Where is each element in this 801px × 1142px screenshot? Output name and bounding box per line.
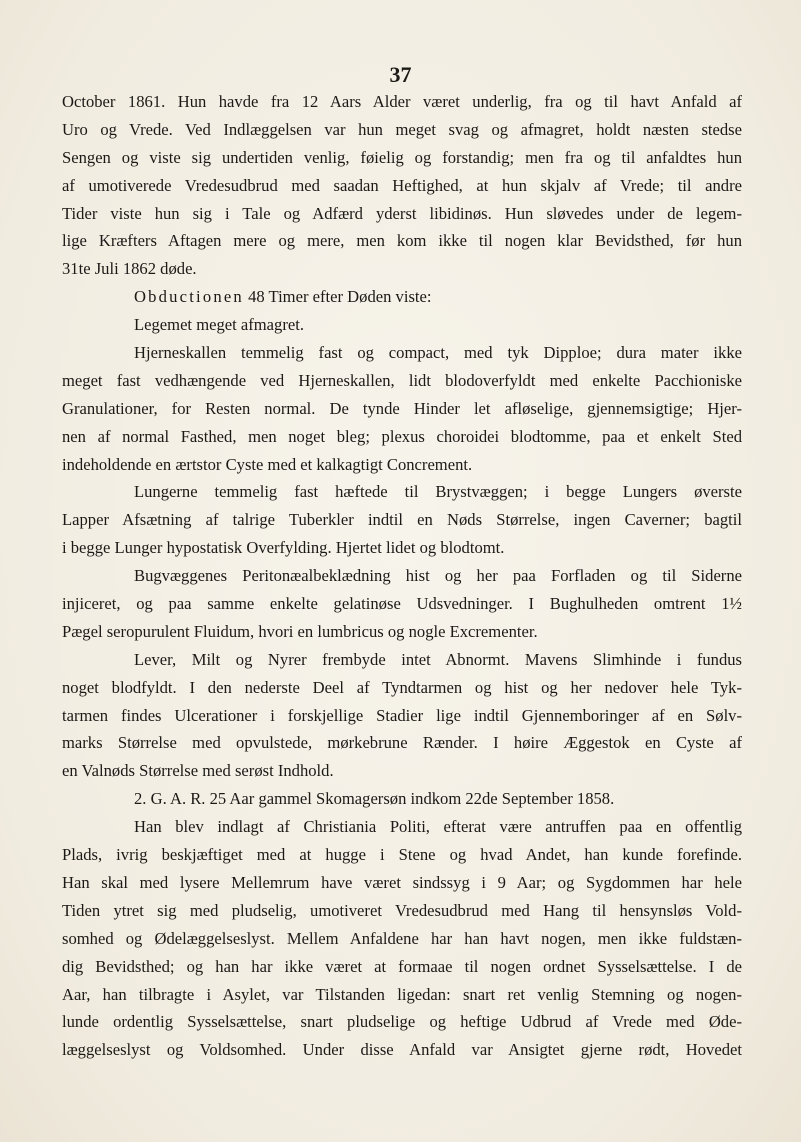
text-line: indeholdende en ærtstor Cyste med et kalkagtigt Concrement. bbox=[62, 454, 473, 474]
text-line: i begge Lunger hypostatisk Overfylding. Hjertet lidet og blodtomt. bbox=[62, 538, 505, 558]
text-line: Bugvæggenes Peritonæalbeklædning hist og her paa Forfladen og til Siderne bbox=[134, 566, 742, 586]
text-line: somhed og Ødelæggelseslyst. Mellem Anfaldene har han havt nogen, men ikke fuldstæn- bbox=[62, 928, 742, 948]
text-line: lige Kræfters Aftagen mere og mere, men kom ikke til nogen klar Bevidsthed, før hun bbox=[62, 231, 742, 251]
text-line: Han blev indlagt af Christiania Politi, efterat være antruffen paa en offentlig bbox=[134, 817, 742, 837]
section-heading: Obductionen bbox=[134, 287, 244, 307]
text-line: marks Størrelse med opvulstede, mørkebrune Rænder. I høire Æggestok en Cyste af bbox=[62, 733, 742, 753]
text-line: noget blodfyldt. I den nederste Deel af Tyndtarmen og hist og her nedover hele Tyk- bbox=[62, 677, 742, 697]
text-line: Uro og Vrede. Ved Indlæggelsen var hun meget svag og afmagret, holdt næsten stedse bbox=[62, 119, 742, 139]
text-line: Pægel seropurulent Fluidum, hvori en lumbricus og nogle Excrementer. bbox=[62, 621, 538, 641]
text-line: Granulationer, for Resten normal. De tynde Hinder let afløselige, gjennemsigtige; Hjer- bbox=[62, 398, 742, 418]
text-line: nen af normal Fasthed, men noget bleg; plexus choroidei blodtomme, paa et enkelt Sted bbox=[62, 426, 742, 446]
case-heading: 2. G. A. R. 25 Aar gammel Skomagersøn indkom 22de September 1858. bbox=[134, 789, 615, 809]
text-line: Aar, han tilbragte i Asylet, var Tilstanden ligedan: snart ret venlig Stemning og nogen- bbox=[62, 984, 742, 1004]
text-line: læggelseslyst og Voldsomhed. Under disse Anfald var Ansigtet gjerne rødt, Hovedet bbox=[62, 1040, 742, 1060]
text-line: en Valnøds Størrelse med serøst Indhold. bbox=[62, 761, 334, 781]
page-number: 37 bbox=[389, 62, 412, 87]
text-line: Hjerneskallen temmelig fast og compact, med tyk Dipploe; dura mater ikke bbox=[134, 343, 742, 363]
text-line: tarmen findes Ulcerationer i forskjellige Stadier lige indtil Gjennemboringer af en Sølv- bbox=[62, 705, 742, 725]
text-line: Lever, Milt og Nyrer frembyde intet Abnormt. Mavens Slimhinde i fundus bbox=[134, 649, 742, 669]
body-text bbox=[62, 88, 742, 1064]
text-line: Han skal med lysere Mellemrum have været sindssyg i 9 Aar; og Sygdommen har hele bbox=[62, 872, 742, 892]
text-line: injiceret, og paa samme enkelte gelatinøse Udsvedninger. I Bughulheden omtrent 1½ bbox=[62, 594, 742, 614]
text-line: Lapper Afsætning af talrige Tuberkler indtil en Nøds Størrelse, ingen Caverner; bagtil bbox=[62, 510, 742, 530]
text-line-rest: 48 Timer efter Døden viste: bbox=[243, 287, 432, 307]
text-line: Legemet meget afmagret. bbox=[134, 315, 304, 335]
text-line bbox=[62, 283, 742, 311]
text-line: Tiden ytret sig med pludselig, umotiveret Vredesudbrud med Hang til hensynsløs Vold- bbox=[62, 900, 742, 920]
text-line: Lungerne temmelig fast hæftede til Brystvæggen; i begge Lungers øverste bbox=[134, 482, 742, 502]
text-line: Plads, ivrig beskjæftiget med at hugge i Stene og hvad Andet, han kunde forefinde. bbox=[62, 845, 742, 865]
text-line: Sengen og viste sig undertiden venlig, føielig og forstandig; men fra og til anfaldtes hun bbox=[62, 147, 742, 167]
text-line: meget fast vedhængende ved Hjerneskallen, lidt blodoverfyldt med enkelte Pacchioniske bbox=[62, 370, 742, 390]
text-line: lunde ordentlig Sysselsættelse, snart pludselige og heftige Udbrud af Vrede med Øde- bbox=[62, 1012, 742, 1032]
text-line: 31te Juli 1862 døde. bbox=[62, 259, 197, 279]
text-line: dig Bevidsthed; og han har ikke været at formaae til nogen ordnet Sysselsættelse. I de bbox=[62, 956, 742, 976]
text-line: af umotiverede Vredesudbrud med saadan Heftighed, at hun skjalv af Vrede; til andre bbox=[62, 175, 742, 195]
text-line: October 1861. Hun havde fra 12 Aars Alder været underlig, fra og til havt Anfald af bbox=[62, 92, 742, 111]
text-line: Tider viste hun sig i Tale og Adfærd yderst libidinøs. Hun sløvedes under de legem- bbox=[62, 203, 742, 223]
